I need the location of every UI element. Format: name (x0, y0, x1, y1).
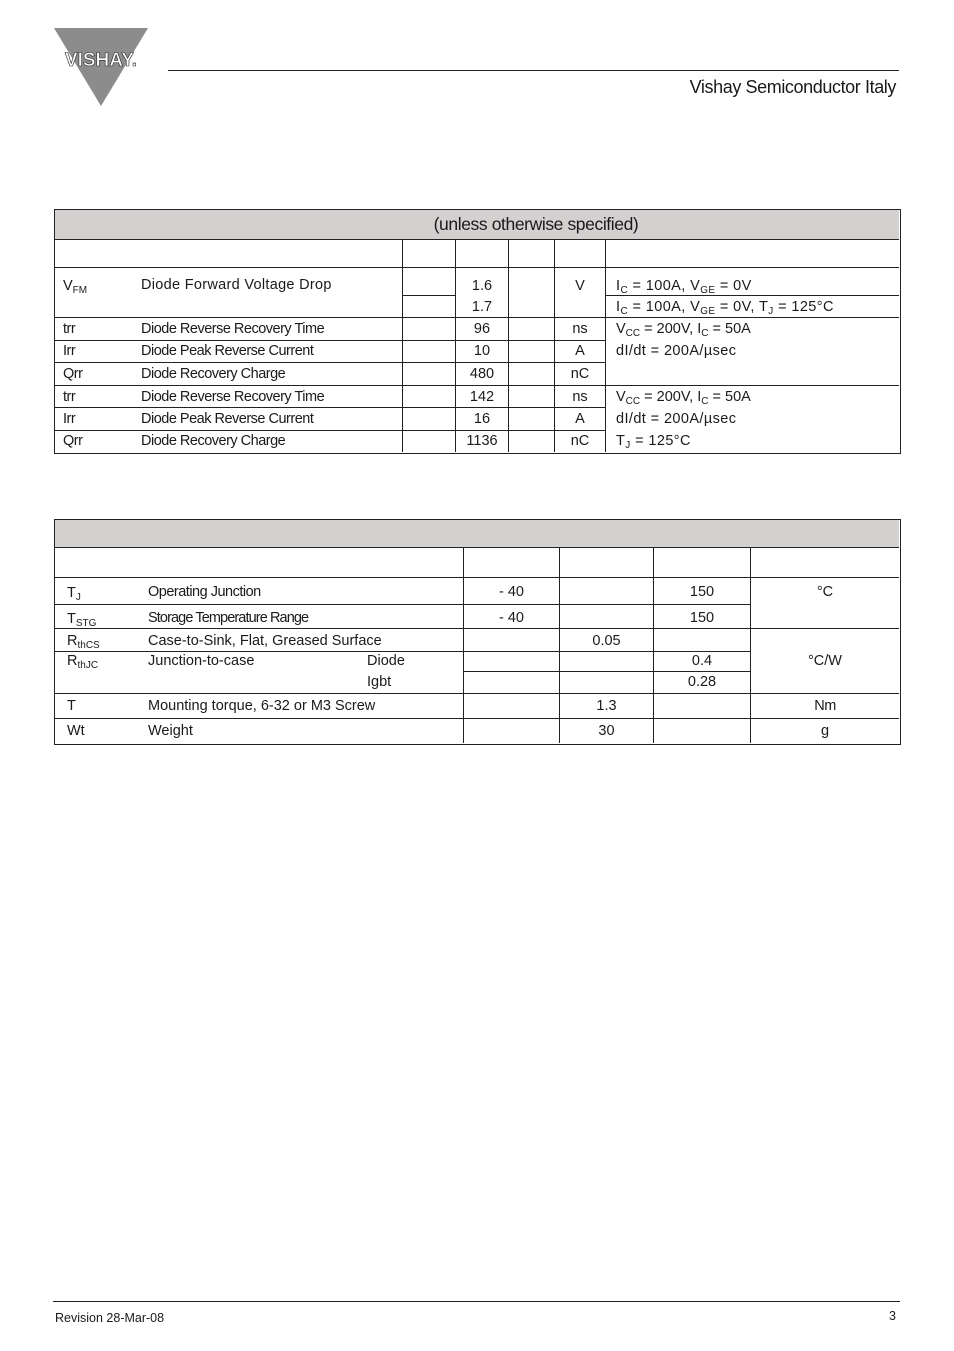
table2-subparameter: Igbt (367, 674, 392, 690)
table2-min: - 40 (499, 584, 524, 600)
table1-symbol: Irr (63, 411, 76, 427)
table2-typ: 1.3 (596, 698, 617, 714)
table2-max: 0.4 (691, 653, 713, 669)
table1-value: 1136 (466, 433, 498, 449)
table2-symbol: $T_J$ (67, 585, 81, 603)
table2-symbol: Wt (67, 723, 85, 739)
table2-unit: g (820, 723, 830, 739)
table1-unit: ns (572, 389, 588, 405)
table2-typ: 0.05 (592, 633, 621, 649)
table1-parameter: Diode Reverse Recovery Time (141, 321, 325, 337)
table1-value: 1.7 (471, 299, 493, 315)
table1-title: (unless otherwise specified) (433, 214, 639, 234)
page-number: 3 (889, 1309, 896, 1323)
table1-symbol: Qrr (63, 433, 83, 449)
table1-condition: dI/dt = 200A/µsec (616, 411, 737, 427)
table1-condition: $V_{CC} = 200V$, $I_C = 50A$ (616, 321, 751, 339)
table2-symbol: $T_{STG}$ (67, 611, 97, 629)
table2-parameter: Junction-to-case (148, 653, 255, 669)
vishay-logo (52, 26, 150, 108)
table1-unit: nC (570, 433, 590, 449)
table1-unit: A (575, 343, 585, 359)
table2-symbol: T (67, 698, 76, 714)
table2-parameter: Storage Temperature Range (148, 610, 309, 626)
header-rule (168, 70, 899, 71)
table1-symbol: Irr (63, 343, 76, 359)
table1-parameter: Diode Recovery Charge (141, 433, 286, 449)
table2-unit-temperature: °C (816, 584, 834, 600)
company-name: Vishay Semiconductor Italy (689, 77, 896, 97)
table1-unit: ns (572, 321, 588, 337)
table2-unit: Nm (814, 698, 836, 714)
table1-unit: nC (570, 366, 590, 382)
table1-symbol: trr (63, 321, 76, 337)
table1-parameter: Diode Peak Reverse Current (141, 411, 314, 427)
table2-symbol: $R_{thCS}$ (67, 633, 100, 651)
table2-max: 0.28 (687, 674, 717, 690)
table1-parameter: Diode Forward Voltage Drop (141, 277, 332, 293)
table2-parameter: Mounting torque, 6-32 or M3 Screw (148, 698, 376, 714)
table1-symbol: trr (63, 389, 76, 405)
table2-parameter: Weight (148, 723, 193, 739)
table1-unit: V (575, 278, 585, 294)
table2-parameter: Operating Junction (148, 584, 261, 600)
table1-condition: $V_{CC} = 200V$, $I_C = 50A$ (616, 389, 751, 407)
table1-value: 1.6 (471, 278, 493, 294)
table2-parameter: Case-to-Sink, Flat, Greased Surface (148, 633, 382, 649)
table1-unit: A (575, 411, 585, 427)
table2-symbol: $R_{thJC}$ (67, 653, 99, 671)
table1-symbol: Qrr (63, 366, 83, 382)
table1-parameter: Diode Reverse Recovery Time (141, 389, 325, 405)
table1-condition: $I_C = 100A$, $V_{GE} = 0V$, $T_J = 125^\circ C$ (616, 299, 834, 317)
table2-max: 150 (689, 610, 715, 626)
table1-value: 10 (473, 343, 491, 359)
table1-parameter: Diode Peak Reverse Current (141, 343, 314, 359)
table1-condition: $T_J = 125^\circ C$ (616, 433, 691, 451)
table2-max: 150 (689, 584, 715, 600)
table1-value: 142 (469, 389, 495, 405)
table1-value: 480 (469, 366, 495, 382)
svg-text:VISHAY.: VISHAY. (64, 50, 138, 71)
table1-condition: $I_C = 100A$, $V_{GE} = 0V$ (616, 278, 752, 296)
table2-typ: 30 (598, 723, 615, 739)
revision-date: Revision 28-Mar-08 (55, 1311, 165, 1325)
table2-min: - 40 (499, 610, 524, 626)
table1-value: 16 (473, 411, 491, 427)
table1-symbol: $V_{FM}$ (63, 278, 88, 296)
table1-condition: dI/dt = 200A/µsec (616, 343, 737, 359)
table2-subparameter: Diode (367, 653, 405, 669)
table2-unit-thermal: °C/W (808, 653, 842, 669)
footer-rule (53, 1301, 900, 1302)
table1-parameter: Diode Recovery Charge (141, 366, 286, 382)
table1-value: 96 (473, 321, 491, 337)
